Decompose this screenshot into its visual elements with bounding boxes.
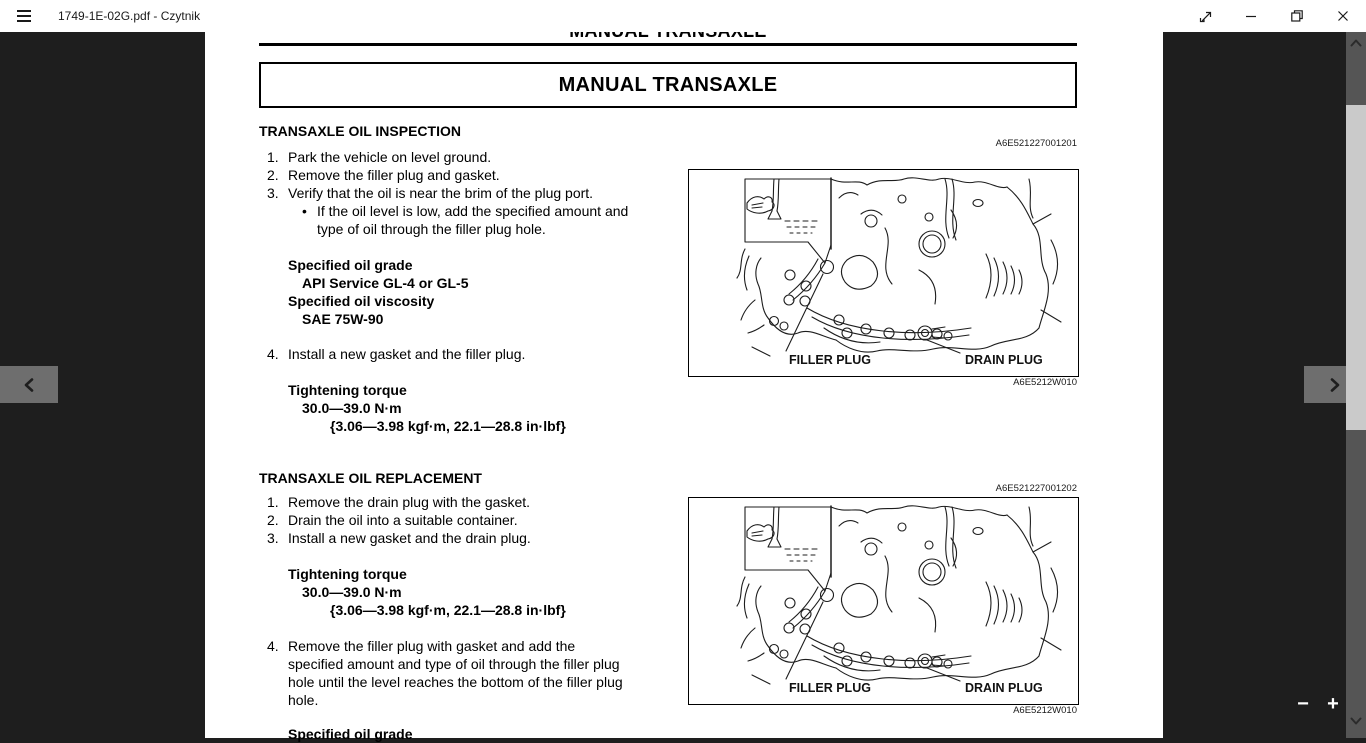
step-text: Verify that the oil is near the brim of the plug port. [288,185,594,201]
step-text: Install a new gasket and the drain plug. [288,530,531,546]
figure-code: A6E5212W010 [1013,377,1077,388]
spec-block [288,256,469,328]
drain-plug-label: DRAIN PLUG [965,681,1043,695]
step-number: 1. [267,494,279,510]
vertical-scrollbar[interactable] [1346,32,1366,738]
list-item [267,345,667,363]
filler-plug-label: FILLER PLUG [789,681,871,695]
torque-alt-units: {3.06—3.98 kgf·m, 22.1—28.8 in·lbf} [330,602,566,618]
zoom-in-button[interactable]: + [1321,692,1345,716]
header-rule [259,43,1077,46]
torque-label: Tightening torque [288,382,407,398]
menu-button[interactable] [0,0,48,32]
scrollbar-thumb[interactable] [1346,105,1366,430]
chevron-right-icon [1330,378,1340,392]
torque-block [288,565,566,619]
step-text: Remove the drain plug with the gasket. [288,494,531,510]
zoom-out-button[interactable]: − [1291,692,1315,716]
chevron-down-icon [1350,717,1362,725]
list-item [267,148,667,166]
step-number: 4. [267,346,279,362]
scroll-down-button[interactable] [1346,712,1366,730]
close-icon [1336,9,1350,23]
restore-button[interactable] [1274,0,1320,32]
step-number: 3. [267,185,279,201]
spec-value: SAE 75W-90 [302,311,384,327]
step-number: 3. [267,530,279,546]
inspection-step-4 [267,345,667,363]
document-page [205,32,1163,742]
titlebar [0,0,1366,32]
chevron-up-icon [1350,39,1362,47]
torque-value: 30.0—39.0 N·m [302,400,402,416]
list-item [267,493,667,511]
step-number: 2. [267,167,279,183]
inspection-steps [267,148,667,202]
chevron-left-icon [24,378,34,392]
hamburger-icon [17,10,31,22]
step-text: Park the vehicle on level ground. [288,149,492,165]
scroll-up-button[interactable] [1346,34,1366,52]
replacement-steps [267,493,667,547]
page-title-box [259,62,1077,108]
bullet-item: • If the oil level is low, add the specified amount and type of oil through the filler plug hole. [302,202,639,238]
drain-plug-label: DRAIN PLUG [965,353,1043,367]
window-title: 1749-1E-02G.pdf - Czytnik [58,9,201,23]
list-item [267,511,667,529]
spec-label: Specified oil grade [288,257,413,273]
minimize-button[interactable] [1228,0,1274,32]
restore-window-icon [1290,9,1304,23]
list-item [267,637,667,709]
step-number: 1. [267,149,279,165]
step-number: 2. [267,512,279,528]
torque-label: Tightening torque [288,566,407,582]
filler-plug-label: FILLER PLUG [789,353,871,367]
transaxle-diagram [689,170,1078,376]
figure-code: A6E5212W010 [1013,705,1077,716]
step-text: Remove the filler plug and gasket. [288,167,500,183]
figure-ref-code: A6E521227001201 [995,138,1077,149]
previous-page-button[interactable] [0,366,58,403]
step-text: Remove the filler plug with gasket and add the specified amount and type of oil through the filler plug hole until the level reaches the bottom of the filler plug hole. [288,638,623,708]
section-heading-replacement: TRANSAXLE OIL REPLACEMENT [259,470,482,486]
transaxle-diagram [689,498,1078,704]
page-title: MANUAL TRANSAXLE [558,73,778,96]
spec-label: Specified oil viscosity [288,293,435,309]
partial-next-line: Specified oil grade [288,726,413,742]
torque-alt-units: {3.06—3.98 kgf·m, 22.1—28.8 in·lbf} [330,418,566,434]
torque-value: 30.0—39.0 N·m [302,584,402,600]
list-item [267,184,667,202]
step-text: Install a new gasket and the filler plug. [288,346,526,362]
figure-replacement [688,497,1079,705]
replacement-step-4 [267,637,667,709]
viewer-canvas [0,32,1366,742]
expand-diagonal-icon [1198,9,1212,23]
section-heading-inspection: TRANSAXLE OIL INSPECTION [259,123,461,139]
list-item [267,529,667,547]
spec-value: API Service GL-4 or GL-5 [302,275,469,291]
step-number: 4. [267,638,279,654]
fullscreen-button[interactable] [1182,0,1228,32]
minimize-icon [1244,9,1258,23]
close-button[interactable] [1320,0,1366,32]
list-item [267,166,667,184]
figure-ref-code: A6E521227001202 [995,483,1077,494]
step-text: Drain the oil into a suitable container. [288,512,518,528]
figure-inspection [688,169,1079,377]
window-controls [1182,0,1366,32]
torque-block [288,381,566,435]
